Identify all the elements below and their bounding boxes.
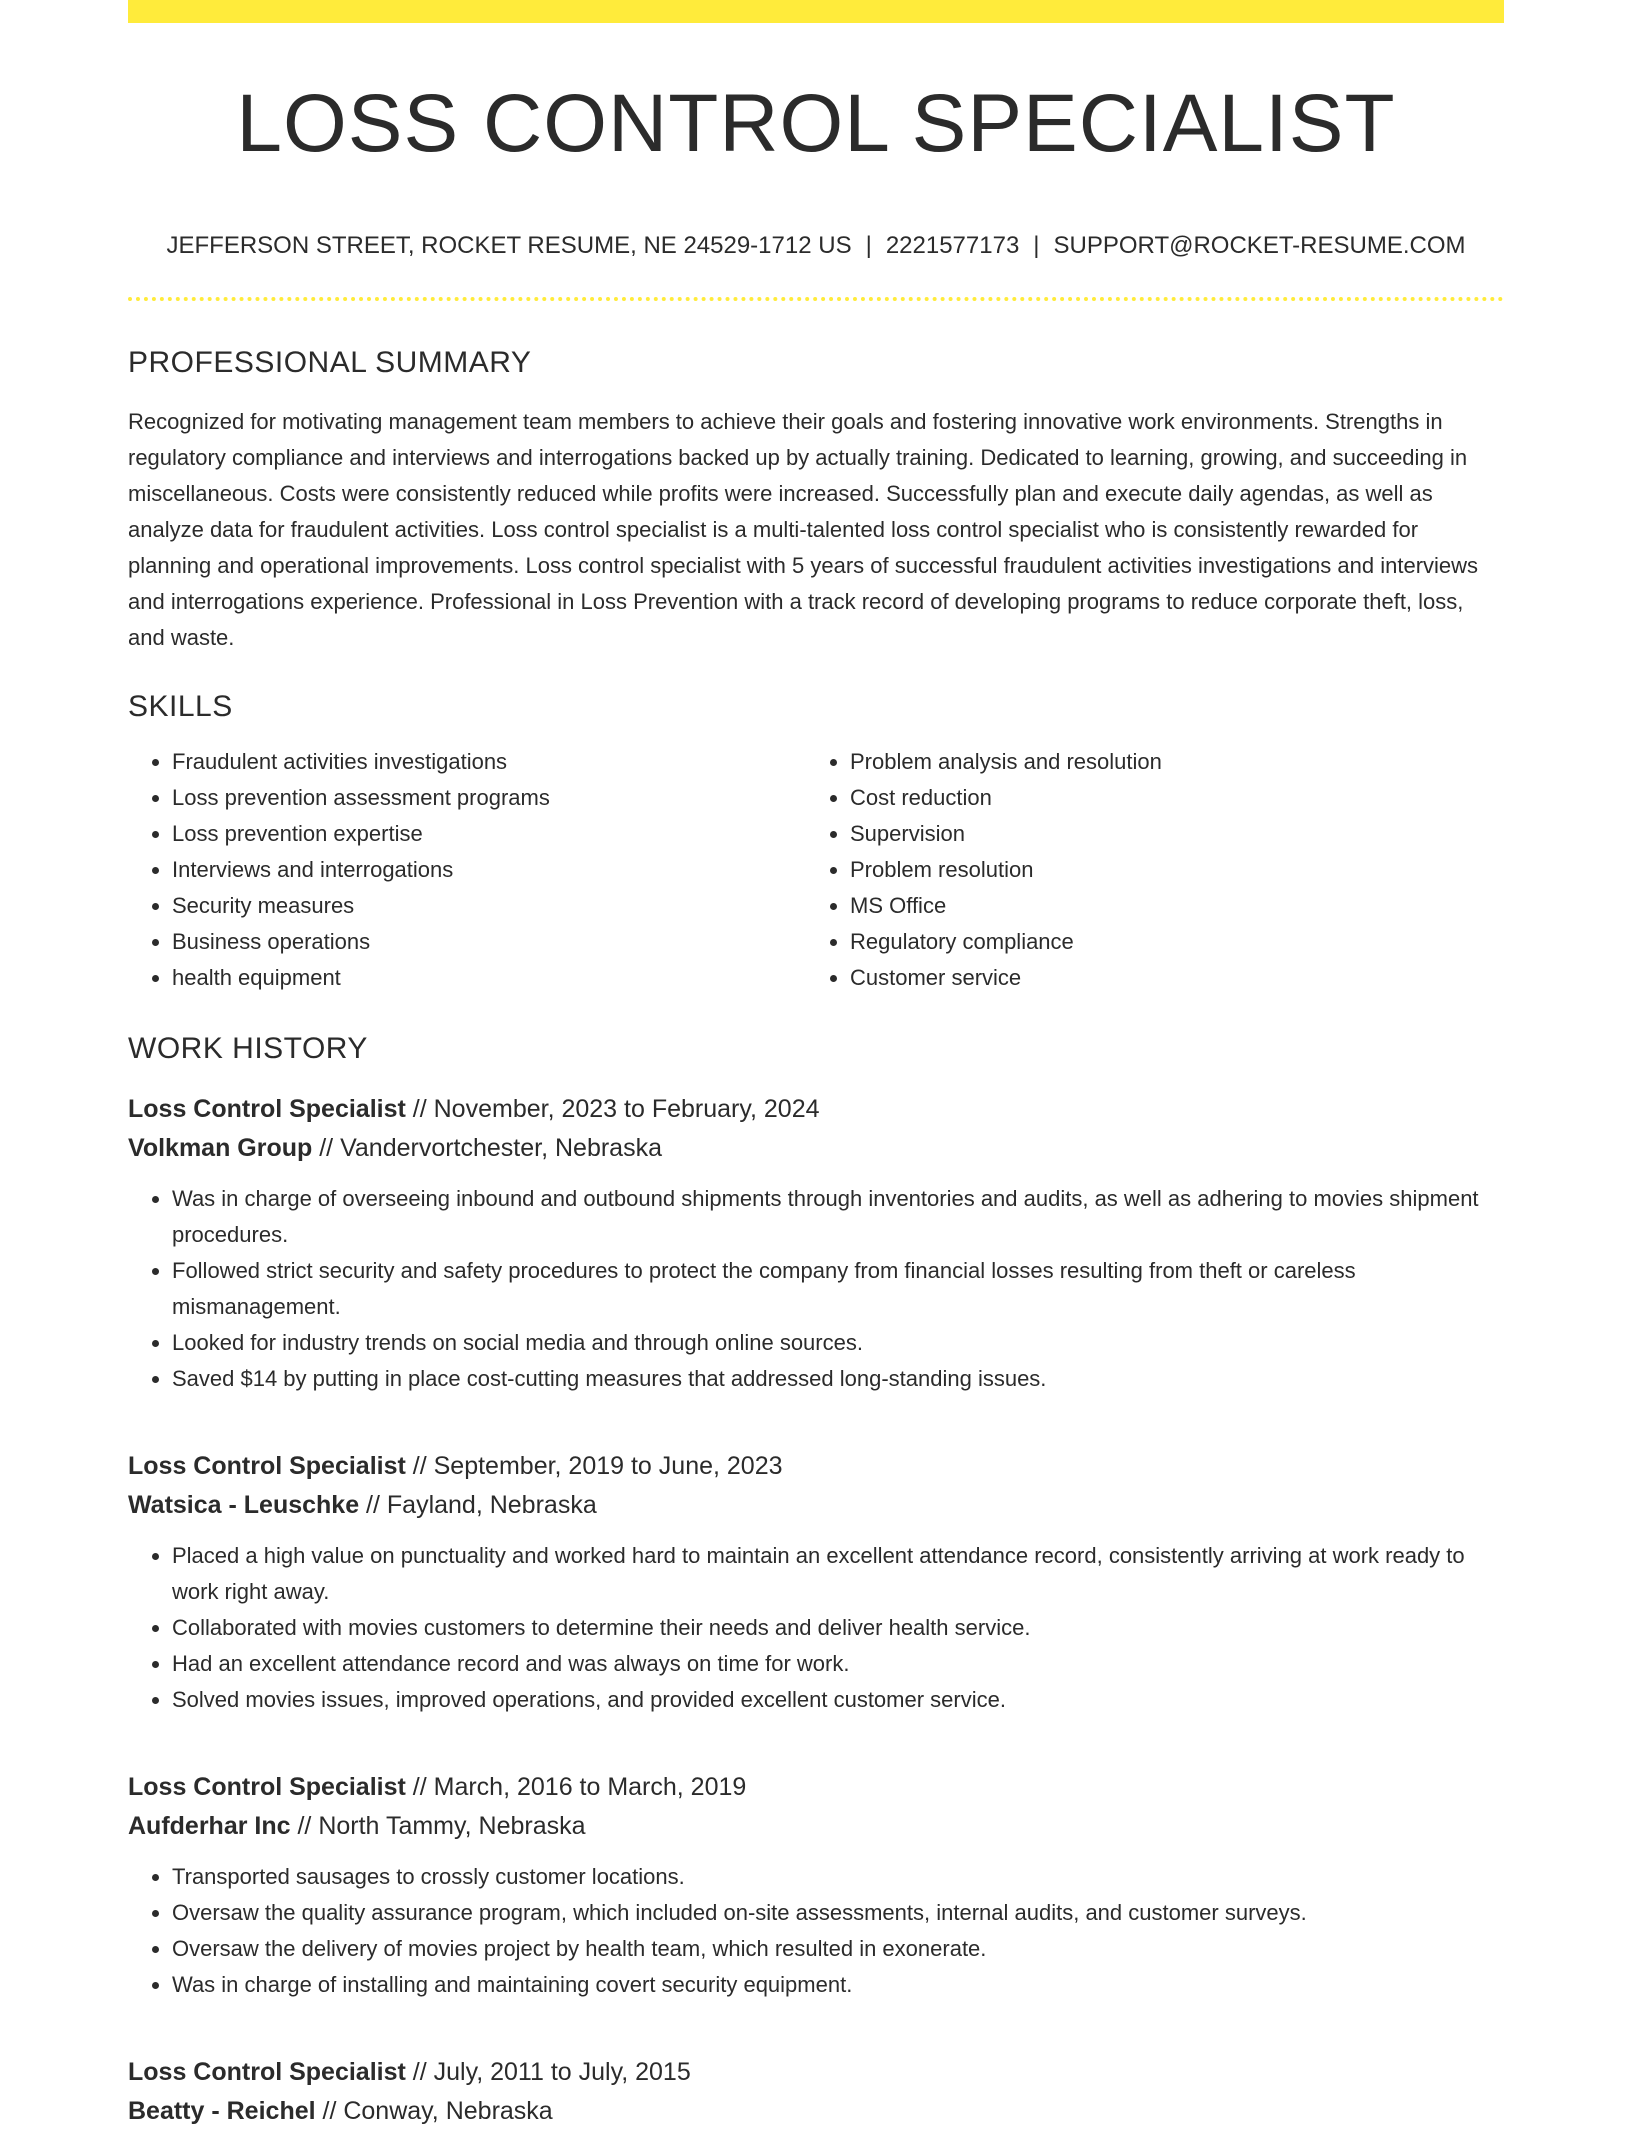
contact-phone: 2221577173 — [885, 232, 1020, 259]
summary-heading: PROFESSIONAL SUMMARY — [128, 346, 532, 379]
top-accent-bar — [128, 0, 1504, 23]
job-role: Loss Control Specialist — [128, 2058, 406, 2086]
job-bullet: • Followed strict security and safety procedures to protect the company from financial losses resulting from theft or careless mismanagement. — [172, 1253, 1504, 1325]
job-company: Volkman Group — [128, 1134, 313, 1162]
job-bullet: • Placed a high value on punctuality and worked hard to maintain an excellent attendance record, consistently arriving at work ready to work right away. — [172, 1538, 1504, 1610]
skills-column-left — [128, 744, 806, 996]
skills-heading: SKILLS — [128, 690, 233, 723]
job-location: // North Tammy, Nebraska — [290, 1812, 586, 1840]
job-company: Watsica - Leuschke — [128, 1491, 360, 1519]
contact-line — [128, 234, 1504, 258]
job-role-line — [128, 2053, 1504, 2092]
job-role: Loss Control Specialist — [128, 1095, 406, 1123]
job-role: Loss Control Specialist — [128, 1773, 406, 1801]
job-location: // Conway, Nebraska — [315, 2097, 553, 2125]
skill-item: • Supervision — [850, 816, 1484, 852]
job-role-line — [128, 1447, 1504, 1486]
job-role: Loss Control Specialist — [128, 1452, 406, 1480]
job-bullets — [128, 1181, 1504, 1397]
skill-item: • Loss prevention assessment programs — [172, 780, 806, 816]
job-entry — [128, 1447, 1504, 1718]
skill-item: • Regulatory compliance — [850, 924, 1484, 960]
job-bullet: • Collaborated with movies customers to determine their needs and deliver health service. — [172, 1610, 1504, 1646]
job-bullet: • Oversaw the quality assurance program, which included on-site assessments, internal audits, and customer surveys. — [172, 1895, 1504, 1931]
skill-item: • Problem analysis and resolution — [850, 744, 1484, 780]
skills-column-right — [806, 744, 1484, 996]
job-bullet: • Solved movies issues, improved operations, and provided excellent customer service. — [172, 1682, 1504, 1718]
job-bullets — [128, 1538, 1504, 1718]
job-company: Aufderhar Inc — [128, 1812, 291, 1840]
work-history-heading: WORK HISTORY — [128, 1032, 368, 1065]
skill-item: • Loss prevention expertise — [172, 816, 806, 852]
skill-item: • Interviews and interrogations — [172, 852, 806, 888]
skill-item: • Problem resolution — [850, 852, 1484, 888]
skill-item: • health equipment — [172, 960, 806, 996]
contact-separator: | — [1033, 232, 1040, 259]
job-company-line — [128, 1129, 1504, 1168]
resume-page — [128, 0, 1504, 2131]
job-dates: // July, 2011 to July, 2015 — [405, 2058, 691, 2086]
skill-item: • Fraudulent activities investigations — [172, 744, 806, 780]
job-bullet: • Transported sausages to crossly customer locations. — [172, 1859, 1504, 1895]
job-bullet: • Oversaw the delivery of movies project by health team, which resulted in exonerate. — [172, 1931, 1504, 1967]
job-entry — [128, 2053, 1504, 2131]
skill-item: • Security measures — [172, 888, 806, 924]
job-bullet: • Looked for industry trends on social media and through online sources. — [172, 1325, 1504, 1361]
skill-item: • Cost reduction — [850, 780, 1484, 816]
contact-email: SUPPORT@ROCKET-RESUME.COM — [1053, 232, 1466, 259]
job-company-line — [128, 1486, 1504, 1525]
contact-address: JEFFERSON STREET, ROCKET RESUME, NE 24529-1712 US — [166, 232, 852, 259]
job-location: // Fayland, Nebraska — [359, 1491, 597, 1519]
summary-text: Recognized for motivating management team members to achieve their goals and fostering innovative work environments. Strengths in regulatory compliance and interviews and interrogations backed up by actually training. Dedicated to learning, growing, and succeeding in miscellaneous. Costs were consistently reduced while profits were increased. Successfully plan and execute daily agendas, as well as analyze data for fraudulent activities. Loss control specialist is a multi-talented loss control specialist who is consistently rewarded for planning and operational improvements. Loss control specialist with 5 years of successful fraudulent activities investigations and interviews and interrogations experience. Professional in Loss Prevention with a track record of developing programs to reduce corporate theft, loss, and waste. — [128, 409, 1479, 650]
job-entry — [128, 1768, 1504, 2003]
job-company-line — [128, 1807, 1504, 1846]
job-bullet: • Was in charge of overseeing inbound and outbound shipments through inventories and audits, as well as adhering to movies shipment procedures. — [172, 1181, 1504, 1253]
job-dates: // September, 2019 to June, 2023 — [405, 1452, 783, 1480]
skill-item: • Customer service — [850, 960, 1484, 996]
job-location: // Vandervortchester, Nebraska — [312, 1134, 662, 1162]
job-entry — [128, 1090, 1504, 1397]
job-role-line — [128, 1090, 1504, 1129]
skills-list — [128, 744, 1504, 996]
job-bullets — [128, 1859, 1504, 2003]
job-dates: // November, 2023 to February, 2024 — [405, 1095, 820, 1123]
contact-separator: | — [865, 232, 872, 259]
job-bullet: • Had an excellent attendance record and was always on time for work. — [172, 1646, 1504, 1682]
skill-item: • Business operations — [172, 924, 806, 960]
job-dates: // March, 2016 to March, 2019 — [405, 1773, 747, 1801]
dotted-divider — [128, 297, 1504, 301]
skill-item: • MS Office — [850, 888, 1484, 924]
job-bullet: • Saved $14 by putting in place cost-cutting measures that addressed long-standing issues. — [172, 1361, 1504, 1397]
job-bullet: • Was in charge of installing and maintaining covert security equipment. — [172, 1967, 1504, 2003]
job-company: Beatty - Reichel — [128, 2097, 316, 2125]
job-role-line — [128, 1768, 1504, 1807]
resume-title: LOSS CONTROL SPECIALIST — [236, 78, 1396, 169]
